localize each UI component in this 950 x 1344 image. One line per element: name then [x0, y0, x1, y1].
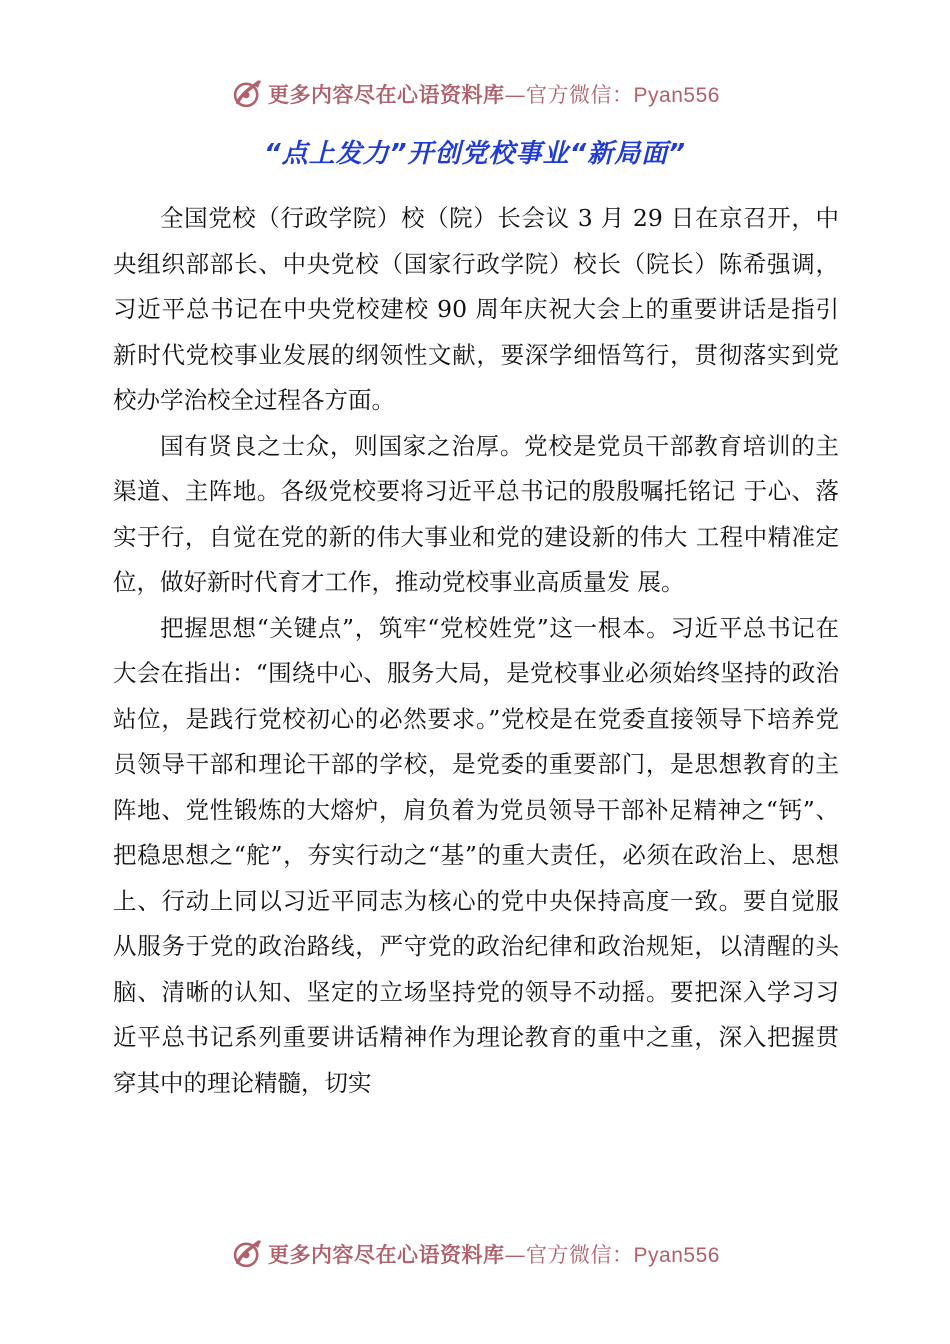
paragraph-3: 把握思想“关键点”，筑牢“党校姓党”这一根本。习近平总书记在大会在指出：“围绕中心、服务大局，是党校事业必须始终坚持的政治站位，是践行党校初心的必然要求。”党校是在党委直接领导下培养党员领导干部和理论干部的学校，是党委的重要部门，是思想教育的主阵地、党性锻炼的大熔炉，肩负着为党员领导干部补足精神之“钙”、把稳思想之“舵”，夯实行动之“基”的重大责任，必须在政治上、思想上、行动上同以习近平同志为核心的党中央保持高度一致。要自觉服从服务于党的政治路线，严守党的政治纪律和政治规矩，以清醒的头脑、清晰的认知、坚定的立场坚持党的领导不动摇。要把深入学习习近平总书记系列重要讲话精神作为理论教育的重中之重，深入把握贯穿其中的理论精髓，切实	[113, 613, 839, 1097]
header-wechat-id: Pyan556	[633, 84, 720, 107]
logo-icon	[230, 77, 264, 111]
footer-banner	[0, 1232, 950, 1276]
footer-banner-slogan: 更多内容尽在心语资料库	[268, 1242, 505, 1267]
footer-banner-label: 官方微信：	[526, 1243, 634, 1267]
footer-banner-separator: —	[504, 1243, 527, 1267]
header-banner-label: 官方微信：	[526, 83, 634, 107]
footer-wechat-id: Pyan556	[633, 1244, 720, 1267]
header-banner-separator: —	[504, 83, 527, 107]
header-banner	[0, 72, 950, 116]
header-banner-text	[268, 79, 720, 109]
paragraph-2: 国有贤良之士众，则国家之治厚。党校是党员干部教育培训的主渠道、主阵地。各级党校要将习近平总书记的殷殷嘱托铭记 于心、落实于行，自觉在党的新的伟大事业和党的建设新的伟大 工程中精准定位，做好新时代育才工作，推动党校事业高质量发 展。	[113, 431, 839, 596]
article-title: “点上发力”开创党校事业“新局面”	[264, 139, 686, 169]
article-body	[113, 196, 839, 1106]
footer-banner-text	[268, 1239, 720, 1269]
logo-icon	[230, 1237, 264, 1271]
paragraph-1: 全国党校（行政学院）校（院）长会议 3 月 29 日在京召开，中央组织部部长、中央党校（国家行政学院）校长（院长）陈希强调，习近平总书记在中央党校建校 90 周年庆祝大会上的重要讲话是指引新时代党校事业发展的纲领性文献，要深学细悟笃行，贯彻落实到党校办学治校全过程各方面。	[113, 204, 839, 414]
header-banner-slogan: 更多内容尽在心语资料库	[268, 82, 505, 107]
